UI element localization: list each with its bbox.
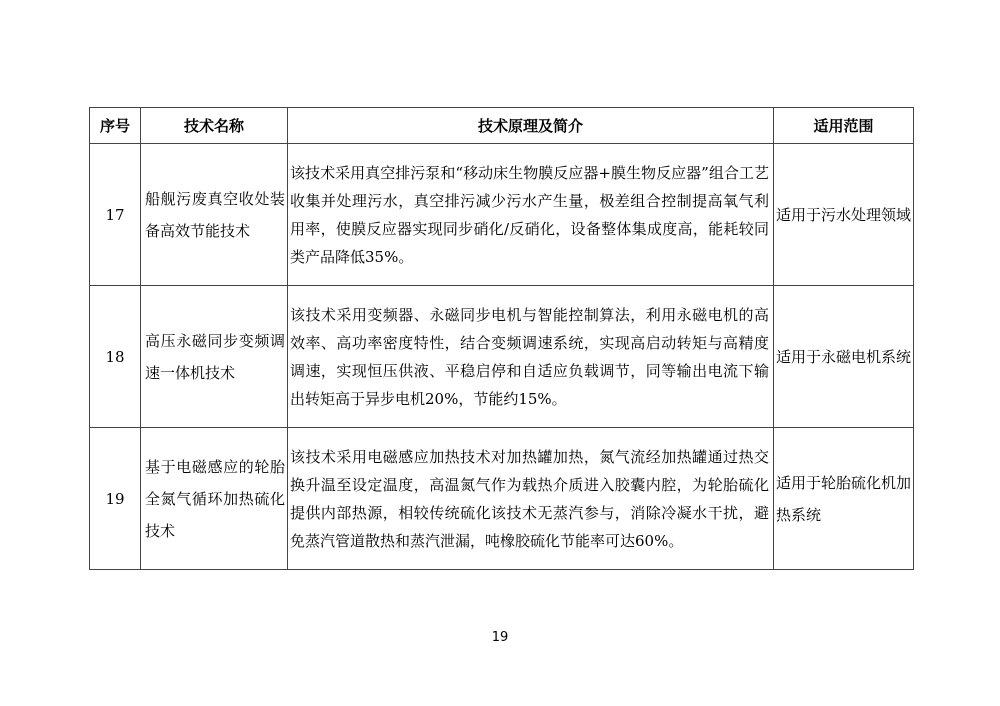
row-application-scope: 适用于轮胎硫化机加热系统	[774, 428, 914, 570]
row-technology-name: 高压永磁同步变频调速一体机技术	[141, 286, 288, 428]
table-row	[90, 428, 914, 570]
row-technology-name: 船舰污废真空收处装备高效节能技术	[141, 144, 288, 286]
row-serial-number: 18	[90, 286, 141, 428]
row-description: 该技术采用变频器、永磁同步电机与智能控制算法，利用永磁电机的高效率、高功率密度特性，结合变频调速系统，实现高启动转矩与高精度调速，实现恒压供液、平稳启停和自适应负载调节，同等输出电流下输出转矩高于异步电机20%，节能约15%。	[288, 286, 774, 428]
row-technology-name: 基于电磁感应的轮胎全氮气循环加热硫化技术	[141, 428, 288, 570]
technology-table	[89, 107, 914, 570]
row-application-scope: 适用于污水处理领域	[774, 144, 914, 286]
page-number: 19	[491, 630, 509, 645]
row-application-scope: 适用于永磁电机系统	[774, 286, 914, 428]
header-application-scope: 适用范围	[774, 108, 914, 144]
row-serial-number: 19	[90, 428, 141, 570]
table-row	[90, 286, 914, 428]
table-row	[90, 144, 914, 286]
row-description: 该技术采用真空排污泵和“移动床生物膜反应器+膜生物反应器”组合工艺收集并处理污水，真空排污减少污水产生量，极差组合控制提高氧气利用率，使膜反应器实现同步硝化/反硝化，设备整体集成度高，能耗较同类产品降低35%。	[288, 144, 774, 286]
row-serial-number: 17	[90, 144, 141, 286]
header-technology-name: 技术名称	[141, 108, 288, 144]
row-description: 该技术采用电磁感应加热技术对加热罐加热，氮气流经加热罐通过热交换升温至设定温度，高温氮气作为载热介质进入胶囊内腔，为轮胎硫化提供内部热源，相较传统硫化该技术无蒸汽参与，消除冷凝水干扰，避免蒸汽管道散热和蒸汽泄漏，吨橡胶硫化节能率可达60%。	[288, 428, 774, 570]
table-header-row	[90, 108, 914, 144]
header-serial-number: 序号	[90, 108, 141, 144]
header-principle-description: 技术原理及简介	[288, 108, 774, 144]
